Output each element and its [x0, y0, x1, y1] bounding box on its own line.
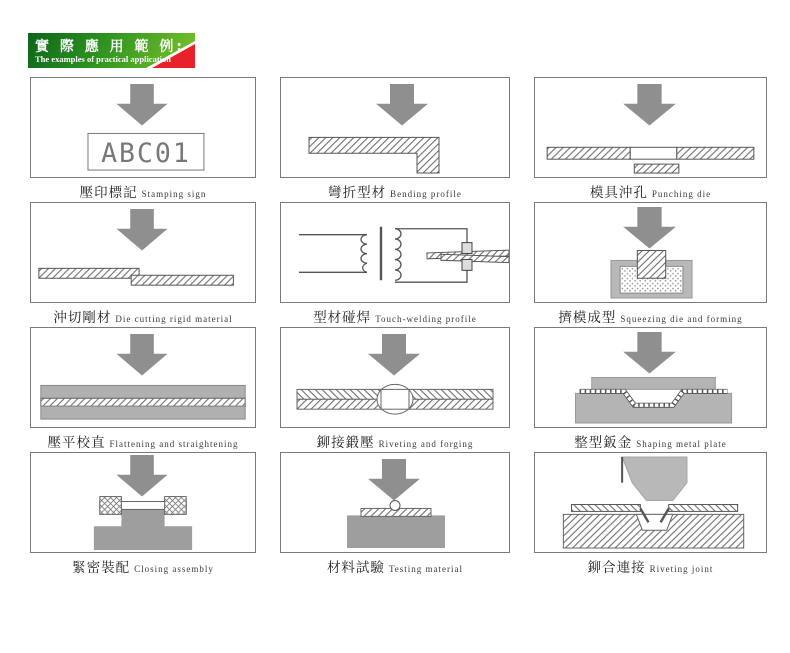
- top-plate-left: [571, 504, 640, 511]
- cell-flattening: [30, 327, 256, 452]
- caption-zh: 材料試驗: [326, 560, 385, 576]
- illustration-shaping-metal: [534, 327, 767, 428]
- bent-profile-shape: [309, 137, 439, 173]
- caption: [30, 306, 256, 326]
- illustration-touch-welding: [280, 202, 510, 303]
- cell-punching-die: [534, 77, 767, 202]
- caption-en: Punching die: [651, 189, 712, 199]
- caption: [30, 431, 256, 451]
- cell-squeezing-die: [534, 202, 767, 327]
- cell-testing-material: [280, 452, 510, 577]
- banner-title: 實 際 應 用 範 例:: [35, 39, 185, 55]
- caption: [280, 306, 510, 326]
- down-arrow-icon: [623, 84, 676, 126]
- caption-zh: 擠模成型: [558, 310, 617, 326]
- down-arrow-icon: [368, 334, 420, 376]
- caption: [280, 556, 510, 576]
- illustration-die-cutting: [30, 202, 256, 303]
- fitted-block-left: [100, 497, 122, 515]
- fitted-block-right: [165, 497, 187, 515]
- caption-en: Die cutting rigid material: [115, 314, 233, 324]
- down-arrow-icon: [116, 84, 167, 126]
- down-arrow-icon: [376, 84, 428, 126]
- cell-die-cutting: [30, 202, 256, 327]
- press-top: [41, 385, 245, 398]
- lower-die: [576, 393, 732, 423]
- caption: [280, 181, 510, 201]
- caption: [534, 431, 767, 451]
- header-banner: [28, 33, 195, 68]
- punched-slug: [634, 164, 679, 173]
- caption-en: Riveting and forging: [378, 439, 474, 449]
- cell-bending-profile: [280, 77, 510, 202]
- down-arrow-icon: [623, 207, 676, 249]
- down-arrow-icon: [116, 209, 167, 251]
- caption-zh: 整型鈑金: [574, 435, 633, 451]
- stamped-text: ABC01: [101, 138, 191, 170]
- caption-en: Squeezing die and forming: [620, 314, 743, 324]
- caption-zh: 壓平校直: [47, 435, 106, 451]
- anvil-block: [347, 515, 445, 548]
- illustration-closing-assembly: [30, 452, 256, 553]
- caption-zh: 壓印標記: [79, 185, 138, 201]
- caption: [534, 181, 767, 201]
- caption-zh: 模具沖孔: [589, 185, 648, 201]
- caption-en: Riveting joint: [649, 564, 714, 574]
- indenter-ball: [390, 501, 400, 511]
- pedestal-base: [94, 526, 192, 550]
- illustration-flattening: [30, 327, 256, 428]
- examples-grid: [30, 77, 767, 577]
- caption-en: Stamping sign: [141, 189, 207, 199]
- down-arrow-icon: [623, 332, 676, 374]
- cell-closing-assembly: [30, 452, 256, 577]
- cell-riveting-joint: [534, 452, 767, 577]
- caption-zh: 彎折型材: [328, 185, 387, 201]
- flat-strip: [41, 398, 245, 406]
- caption-en: Bending profile: [390, 189, 462, 199]
- caption-zh: 鉚接鍛壓: [316, 435, 375, 451]
- caption-en: Touch-welding profile: [375, 314, 477, 324]
- cell-riveting-forging: [280, 327, 510, 452]
- caption-zh: 鉚合連接: [587, 560, 646, 576]
- illustration-punching-die: [534, 77, 767, 178]
- caption-en: Closing assembly: [134, 564, 214, 574]
- electrode-bottom: [462, 259, 472, 270]
- upper-die: [592, 378, 716, 390]
- down-arrow-icon: [116, 455, 167, 497]
- caption: [30, 181, 256, 201]
- caption-en: Testing material: [388, 564, 464, 574]
- caption: [534, 306, 767, 326]
- top-plate-right: [669, 504, 738, 511]
- press-bottom: [41, 406, 245, 419]
- down-arrow-icon: [368, 459, 420, 501]
- down-arrow-icon: [116, 334, 167, 376]
- caption: [30, 556, 256, 576]
- illustration-riveting-joint: [534, 452, 767, 553]
- caption-en: Flattening and straightening: [109, 439, 239, 449]
- electrode-top: [462, 243, 472, 254]
- cell-stamping-sign: [30, 77, 256, 202]
- punch: [637, 251, 665, 279]
- illustration-stamping-sign: [30, 77, 256, 178]
- caption: [534, 556, 767, 576]
- rivet-punch: [622, 457, 687, 501]
- rivet-body: [381, 389, 409, 409]
- joint-cavity: [636, 514, 672, 530]
- illustration-bending-profile: [280, 77, 510, 178]
- banner-subtitle: The examples of practical application: [35, 54, 171, 64]
- caption-zh: 緊密裝配: [72, 560, 131, 576]
- illustration-squeezing-die: [534, 202, 767, 303]
- illustration-testing-material: [280, 452, 510, 553]
- cell-shaping-metal: [534, 327, 767, 452]
- caption-zh: 沖切剛材: [53, 310, 112, 326]
- caption-en: Shaping metal plate: [636, 439, 727, 449]
- cell-touch-welding: [280, 202, 510, 327]
- illustration-riveting-forging: [280, 327, 510, 428]
- caption: [280, 431, 510, 451]
- caption-zh: 型材碰焊: [313, 310, 372, 326]
